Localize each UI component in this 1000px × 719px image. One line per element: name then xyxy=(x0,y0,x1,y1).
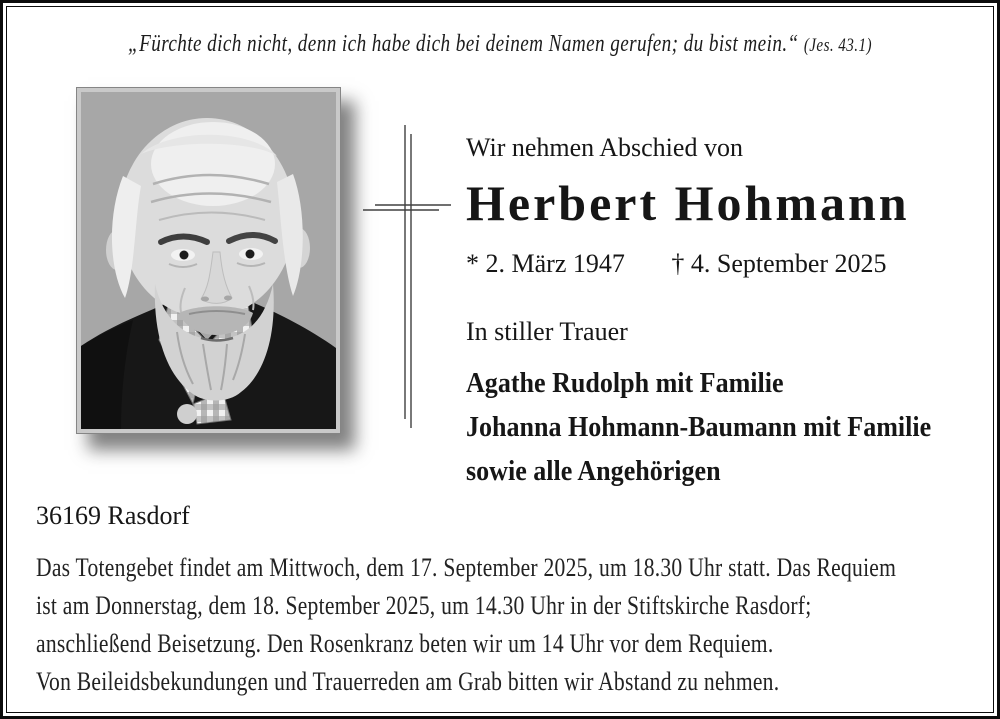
mourner-line: Johanna Hohmann-Baumann mit Familie xyxy=(466,412,932,443)
farewell-intro: Wir nehmen Abschied von xyxy=(466,133,743,162)
portrait-photo xyxy=(77,88,340,433)
service-details-line: anschließend Beisetzung. Den Rosenkranz beten wir um 14 Uhr vor dem Requiem. xyxy=(36,629,774,658)
mourner-line: sowie alle Angehörigen xyxy=(466,456,721,487)
location-text: 36169 Rasdorf xyxy=(36,501,190,530)
life-dates xyxy=(466,249,887,279)
scripture-quote: „Fürchte dich nicht, denn ich habe dich bei deinem Namen gerufen; du bist mein.“ xyxy=(128,31,799,57)
death-date: † 4. September 2025 xyxy=(671,249,887,278)
memorial-cross-icon xyxy=(363,119,455,434)
scripture-quote-row xyxy=(0,31,1000,58)
mourners-list xyxy=(466,362,966,494)
deceased-name: Herbert Hohmann xyxy=(466,175,910,231)
service-details xyxy=(36,549,1000,701)
mourning-intro: In stiller Trauer xyxy=(466,317,628,346)
mourner-line: Agathe Rudolph mit Familie xyxy=(466,368,784,399)
birth-date: * 2. März 1947 xyxy=(466,249,625,278)
service-details-line: ist am Donnerstag, dem 18. September 2025, um 14.30 Uhr in der Stiftskirche Rasdorf; xyxy=(36,591,812,620)
service-details-line: Von Beileidsbekundungen und Trauerreden am Grab bitten wir Abstand zu nehmen. xyxy=(36,667,780,696)
portrait-photo-drawing xyxy=(81,92,336,429)
scripture-source: (Jes. 43.1) xyxy=(803,35,872,56)
service-details-line: Das Totengebet findet am Mittwoch, dem 17. September 2025, um 18.30 Uhr statt. Das Requiem xyxy=(36,553,897,582)
